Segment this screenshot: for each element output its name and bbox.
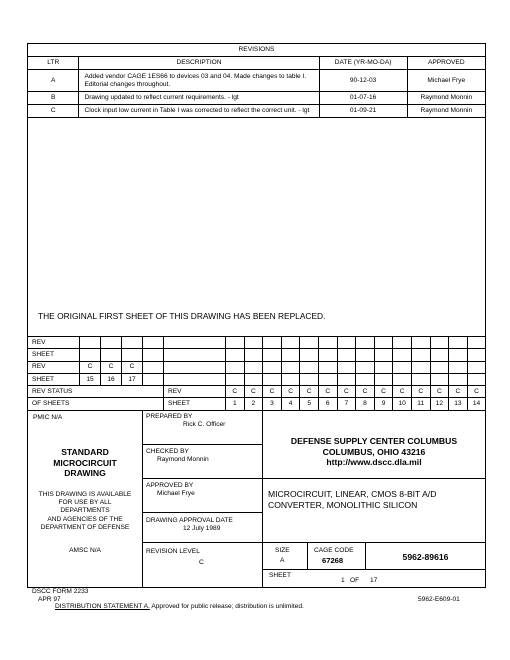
rev-cell: C bbox=[263, 386, 282, 398]
sheet-label: SHEET bbox=[164, 398, 226, 410]
revisions-header: REVISIONS bbox=[28, 44, 486, 57]
avail-line: DEPARTMENTS bbox=[60, 507, 110, 515]
sheet-cell: 13 bbox=[449, 398, 468, 410]
sheet-cell: 9 bbox=[374, 398, 393, 410]
drawing-number-box bbox=[365, 542, 486, 570]
sheet-label: SHEET bbox=[269, 572, 291, 579]
revision-level: C bbox=[199, 559, 204, 566]
cage-label: CAGE CODE bbox=[314, 547, 354, 554]
rev-cell: C bbox=[122, 361, 143, 373]
rev-ltr: A bbox=[28, 70, 79, 92]
sheet-cell: 17 bbox=[122, 373, 143, 385]
approval-date: 12 July 1989 bbox=[183, 525, 221, 532]
sheet-cell: 12 bbox=[430, 398, 449, 410]
cage-value: 67268 bbox=[322, 556, 344, 565]
std-line: DRAWING bbox=[64, 468, 106, 479]
standard-microcircuit-drawing bbox=[28, 447, 142, 479]
rev-cell: C bbox=[281, 386, 300, 398]
rev-cell: C bbox=[318, 386, 337, 398]
revisions-table bbox=[27, 43, 486, 118]
size-value: A bbox=[280, 557, 285, 564]
revision-level-box bbox=[142, 542, 263, 588]
sheet-cell: 14 bbox=[467, 398, 486, 410]
col-approved: APPROVED bbox=[407, 57, 485, 70]
std-line: MICROCIRCUIT bbox=[53, 457, 117, 468]
rev-approved: Michael Frye bbox=[407, 70, 485, 92]
rev-label: REV bbox=[28, 337, 80, 349]
of-sheets-label: OF SHEETS bbox=[28, 398, 164, 410]
rev-desc: Added vendor CAGE 1ES66 to devices 03 and 04. Made changes to table I. Editorial changes throughout. bbox=[79, 70, 319, 92]
checked-by-box bbox=[142, 444, 263, 479]
revision-level-label: REVISION LEVEL bbox=[146, 548, 200, 555]
of-label: OF bbox=[350, 577, 360, 584]
prepared-by-name: Rick C. Officer bbox=[183, 421, 226, 428]
col-ltr: LTR bbox=[28, 57, 79, 70]
prepared-by-box bbox=[142, 410, 263, 445]
rev-cell: C bbox=[411, 386, 430, 398]
rev-cell: C bbox=[467, 386, 486, 398]
sheet-cell: 3 bbox=[263, 398, 282, 410]
avail-line: FOR USE BY ALL bbox=[58, 499, 112, 507]
rev-cell: C bbox=[449, 386, 468, 398]
approved-by-box bbox=[142, 478, 263, 513]
agency-address: COLUMBUS, OHIO 43216 bbox=[322, 446, 426, 457]
avail-line: DEPARTMENT OF DEFENSE bbox=[40, 523, 130, 531]
amsc-label: AMSC N/A bbox=[69, 547, 101, 554]
rev-date: 01-09-21 bbox=[319, 105, 407, 118]
rev-ltr: C bbox=[28, 105, 79, 118]
sheet-cell: 5 bbox=[300, 398, 319, 410]
sheet-cell: 16 bbox=[101, 373, 122, 385]
sheet-cell: 6 bbox=[318, 398, 337, 410]
drawing-title bbox=[268, 489, 436, 511]
form-number: DSCC FORM 2233 bbox=[32, 588, 89, 595]
rev-date: 01-07-16 bbox=[319, 92, 407, 105]
approval-date-box bbox=[142, 512, 263, 543]
distribution-text: Approved for public release; distribution is unlimited. bbox=[149, 603, 304, 610]
rev-cell: C bbox=[393, 386, 412, 398]
std-line: STANDARD bbox=[61, 447, 109, 457]
rev-date: 90-12-03 bbox=[319, 70, 407, 92]
rev-cell: C bbox=[374, 386, 393, 398]
availability-note bbox=[28, 491, 142, 532]
rev-desc: Clock input low current in Table I was corrected to reflect the correct unit. - lgt bbox=[79, 105, 319, 118]
rev-cell: C bbox=[226, 386, 245, 398]
title-line: CONVERTER, MONOLITHIC SILICON bbox=[268, 500, 418, 511]
sheet-cell: 7 bbox=[337, 398, 356, 410]
size-label: SIZE bbox=[275, 547, 290, 554]
title-line: MICROCIRCUIT, LINEAR, CMOS 8-BIT A/D bbox=[268, 489, 437, 499]
approved-by-label: APPROVED BY bbox=[146, 482, 194, 489]
prepared-by-label: PREPARED BY bbox=[146, 413, 193, 420]
drawing-number: 5962-89616 bbox=[402, 552, 449, 562]
size-box bbox=[262, 542, 308, 570]
rev-desc: Drawing updated to reflect current requirements. - lgt bbox=[79, 92, 319, 105]
avail-line: THIS DRAWING IS AVAILABLE bbox=[38, 491, 132, 498]
replaced-note: THE ORIGINAL FIRST SHEET OF THIS DRAWING HAS BEEN REPLACED. bbox=[38, 311, 326, 321]
approval-date-label: DRAWING APPROVAL DATE bbox=[146, 517, 233, 524]
rev-cell: C bbox=[300, 386, 319, 398]
form-id bbox=[32, 588, 88, 604]
rev-cell: C bbox=[430, 386, 449, 398]
rev-label: REV bbox=[28, 361, 80, 373]
agency-url: http://www.dscc.dla.mil bbox=[326, 457, 422, 468]
rev-status-label: REV STATUS bbox=[28, 386, 164, 398]
form-date: APR 97 bbox=[38, 596, 61, 604]
pmic-label: PMIC N/A bbox=[33, 414, 63, 421]
left-title-column bbox=[27, 410, 143, 588]
distribution-statement bbox=[55, 603, 304, 610]
distribution-label: DISTRIBUTION STATEMENT A. bbox=[55, 603, 150, 610]
sheet-cell: 15 bbox=[80, 373, 101, 385]
rev-cell: C bbox=[244, 386, 263, 398]
sheet-cell: 1 bbox=[226, 398, 245, 410]
col-description: DESCRIPTION bbox=[79, 57, 319, 70]
agency-box bbox=[262, 410, 486, 479]
sheet-label: SHEET bbox=[28, 373, 80, 385]
avail-line: AND AGENCIES OF THE bbox=[47, 515, 123, 523]
rev-approved: Raymond Monnin bbox=[407, 105, 485, 118]
rev-ltr: B bbox=[28, 92, 79, 105]
col-date: DATE (YR-MO-DA) bbox=[319, 57, 407, 70]
rev-approved: Raymond Monnin bbox=[407, 92, 485, 105]
document-code: 5962-E609-01 bbox=[418, 596, 460, 603]
sheet-cell: 2 bbox=[244, 398, 263, 410]
sheet-status-table bbox=[27, 336, 486, 411]
sheet-total: 17 bbox=[370, 577, 378, 584]
rev-cell: C bbox=[337, 386, 356, 398]
sheet-cell: 11 bbox=[411, 398, 430, 410]
checked-by-label: CHECKED BY bbox=[146, 448, 189, 455]
sheet-label: SHEET bbox=[28, 349, 80, 361]
cage-box bbox=[307, 542, 366, 570]
sheet-cell: 8 bbox=[356, 398, 375, 410]
sheet-cell: 4 bbox=[281, 398, 300, 410]
rev-cell: C bbox=[101, 361, 122, 373]
checked-by-name: Raymond Monnin bbox=[157, 456, 209, 463]
rev-cell: C bbox=[356, 386, 375, 398]
rev-cell: C bbox=[80, 361, 101, 373]
sheet-box bbox=[262, 569, 486, 588]
approved-by-name: Michael Frye bbox=[157, 490, 195, 497]
agency-name: DEFENSE SUPPLY CENTER COLUMBUS bbox=[290, 436, 458, 446]
sheet-number: 1 bbox=[341, 577, 345, 584]
rev-label: REV bbox=[164, 386, 226, 398]
sheet-cell: 10 bbox=[393, 398, 412, 410]
title-box bbox=[262, 478, 486, 543]
agency-block bbox=[263, 436, 485, 468]
